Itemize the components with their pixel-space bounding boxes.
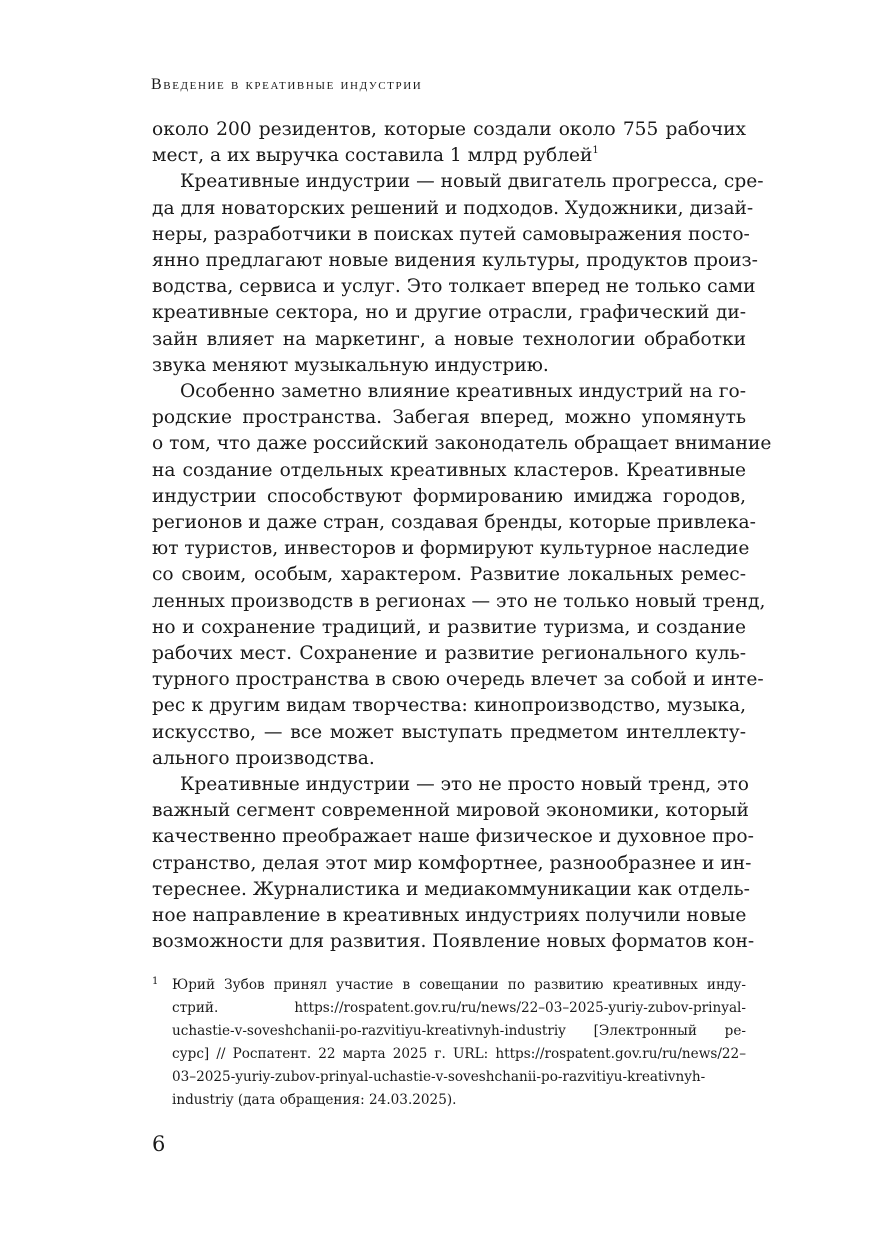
text-line: неры, разработчики в поисках путей самовыражения посто- (152, 223, 750, 245)
paragraph-1 (152, 117, 746, 169)
footnote-reference: 1 (592, 145, 599, 157)
footnote-line: uchastie-v-soveshchanii-po-razvitiyu-kreativnyh-industriy [Электронный ре- (172, 1023, 746, 1039)
text-line: странство, делая этот мир комфортнее, разнообразнее и ин- (152, 852, 752, 874)
paragraph-3 (152, 379, 772, 772)
text-line (152, 143, 746, 169)
text-line: качественно преображает наше физическое и духовное про- (152, 826, 754, 848)
footnote-line: стрий. https://rospatent.gov.ru/ru/news/22–03–2025-yuriy-zubov-prinyal- (172, 1000, 746, 1016)
text-line: зайн влияет на маркетинг, а новые технологии обработки (152, 328, 746, 350)
footnote-line: сурс] // Роспатент. 22 марта 2025 г. URL: https://rospatent.gov.ru/ru/news/22– (172, 1046, 746, 1062)
text-line: искусство, — все может выступать предметом интеллекту- (152, 721, 746, 743)
text-line: янно предлагают новые видения культуры, продуктов произ- (152, 250, 758, 272)
text-line: рабочих мест. Сохранение и развитие регионального куль- (152, 643, 746, 665)
paragraph-2 (152, 169, 764, 379)
body-text (152, 117, 772, 956)
text-line: регионов и даже стран, создавая бренды, которые привлека- (152, 512, 756, 534)
text-line: ленных производств в регионах — это не только новый тренд, (152, 590, 766, 612)
text-line: креативные сектора, но и другие отрасли, графический ди- (152, 302, 746, 324)
footnote-line: Юрий Зубов принял участие в совещании по развитию креативных инду- (172, 977, 746, 993)
footnote-line: industriy (дата обращения: 24.03.2025). (172, 1092, 457, 1108)
text-line: тереснее. Журналистика и медиакоммуникации как отдель- (152, 878, 750, 900)
text-line: возможности для развития. Появление новых форматов кон- (152, 931, 755, 953)
footnote-line: 03–2025-yuriy-zubov-prinyal-uchastie-v-soveshchanii-po-razvitiyu-kreativnyh- (172, 1069, 706, 1085)
text-line: рес к другим видам творчества: кинопроизводство, музыка, (152, 695, 746, 717)
text-line: ное направление в креативных индустриях получили новые (152, 905, 747, 927)
text-line: ют туристов, инвесторов и формируют культурное наследие (152, 538, 750, 560)
text-line: ального производства. (152, 747, 375, 769)
text-line: важный сегмент современной мировой экономики, который (152, 800, 749, 822)
page-number: 6 (152, 1132, 166, 1156)
text-line: но и сохранение традиций, и развитие туризма, и создание (152, 616, 746, 638)
text-line: да для новаторских решений и подходов. Художники, дизай- (152, 197, 754, 219)
text-line: о том, что даже российский законодатель обращает внимание (152, 433, 772, 455)
text-line: турного пространства в свою очередь влечет за собой и инте- (152, 669, 764, 691)
text-line: звука меняют музыкальную индустрию. (152, 354, 549, 376)
footnotes (152, 974, 746, 1112)
footnote-marker: 1 (152, 976, 159, 987)
text-line: родские пространства. Забегая вперед, можно упомянуть (152, 407, 746, 429)
text-line: Особенно заметно влияние креативных индустрий на го- (180, 381, 746, 403)
footnote-1 (152, 974, 746, 1112)
paragraph-4 (152, 772, 755, 955)
text-line: индустрии способствуют формированию имиджа городов, (152, 485, 746, 507)
text-line: со своим, особым, характером. Развитие локальных ремес- (152, 564, 746, 586)
text-line: Креативные индустрии — новый двигатель прогресса, сре- (180, 171, 764, 193)
text-line: около 200 резидентов, которые создали около 755 рабочих (152, 119, 746, 140)
text-line: на создание отдельных креативных кластеров. Креативные (152, 459, 746, 481)
text-line: водства, сервиса и услуг. Это толкает вперед не только сами (152, 276, 756, 298)
running-title: Введение в креативные индустрии (151, 76, 423, 93)
text-line: Креативные индустрии — это не просто новый тренд, это (180, 774, 749, 796)
text-line-content: мест, а их выручка составила 1 млрд рублей (152, 145, 593, 167)
